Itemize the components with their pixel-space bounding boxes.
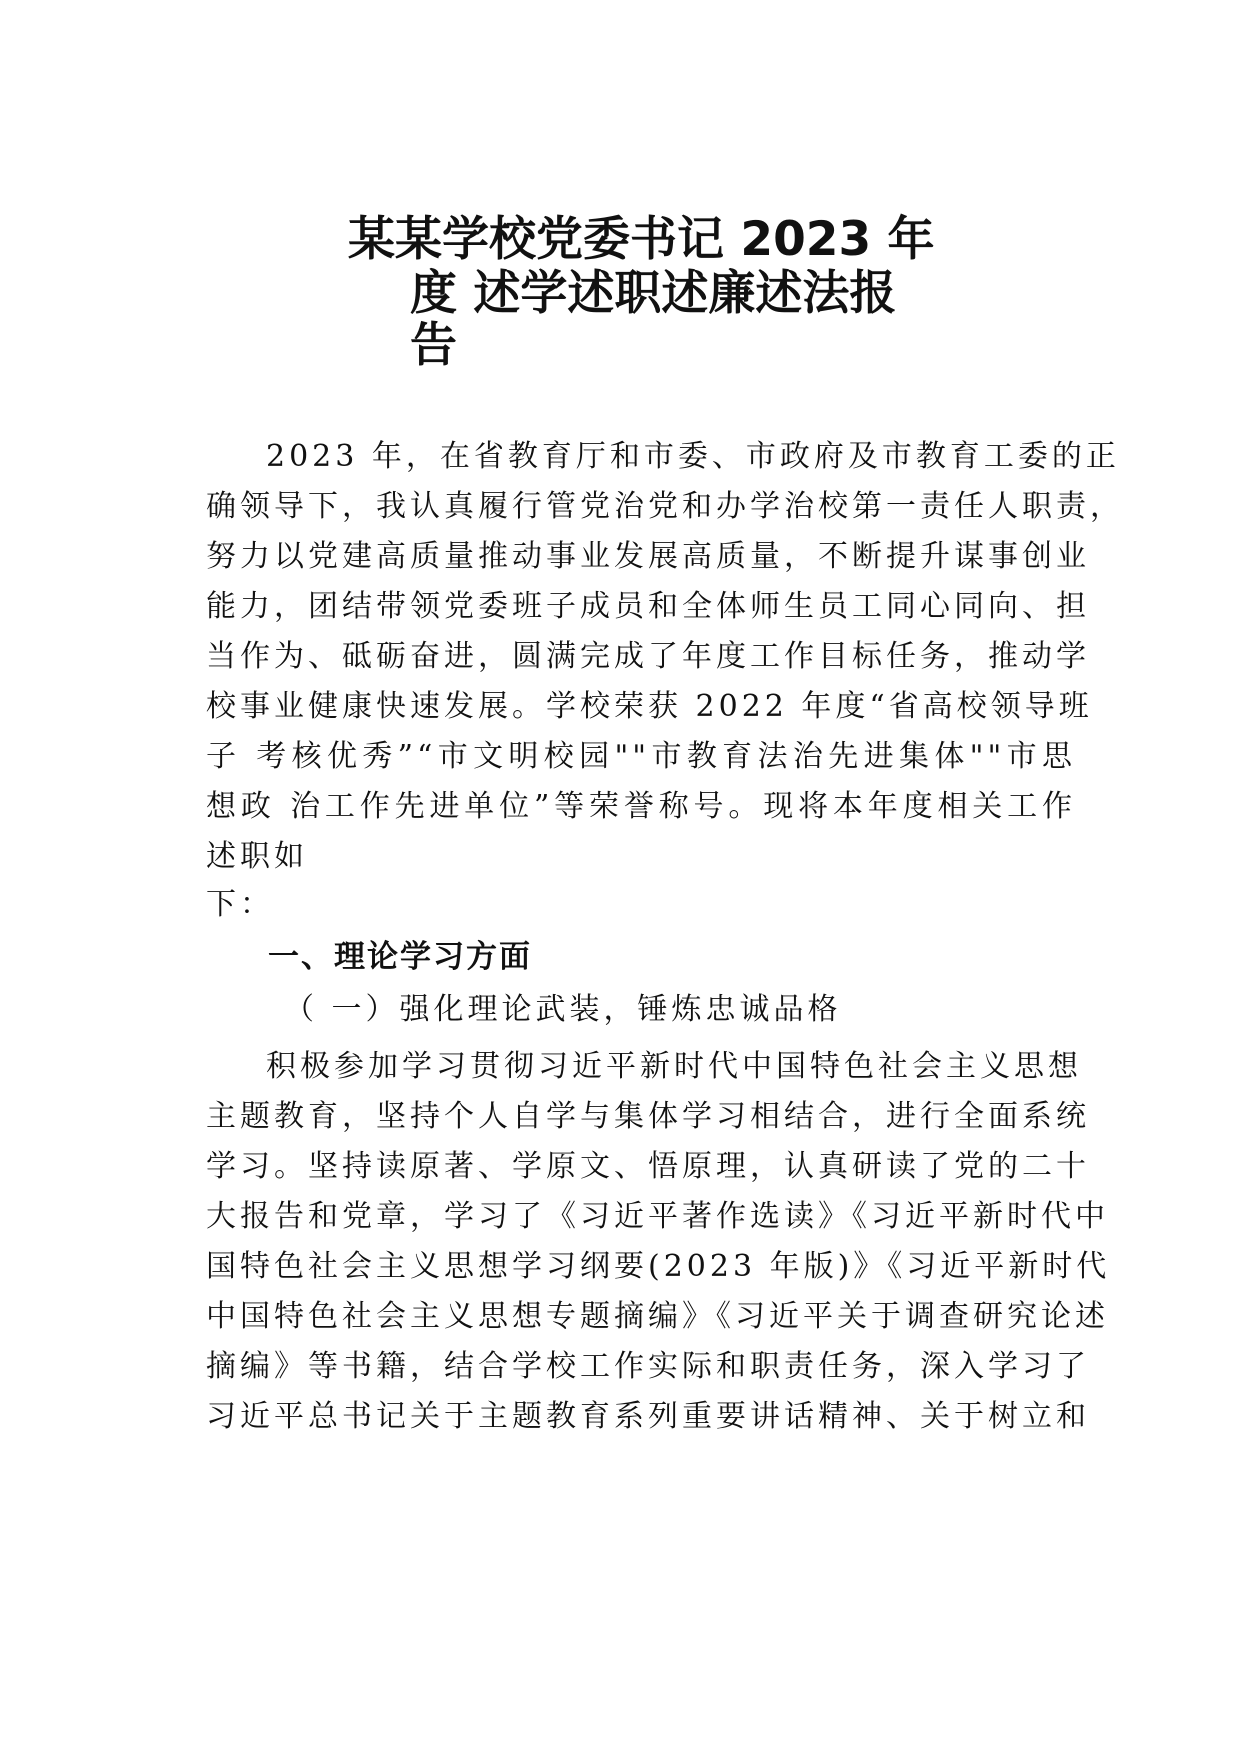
subsection-heading-1: （ 一）强化理论武装，锤炼忠诚品格 xyxy=(284,992,842,1027)
section1-line-8: 习近平总书记关于主题教育系列重要讲话精神、关于树立和 xyxy=(206,1399,1090,1434)
intro-line-2: 确领导下，我认真履行管党治党和办学治校第一责任人职责， xyxy=(206,489,1124,524)
document-title-line-3: 告 xyxy=(410,318,457,373)
section1-line-7: 摘编》等书籍，结合学校工作实际和职责任务，深入学习了 xyxy=(206,1349,1090,1384)
intro-line-10: 下： xyxy=(206,887,274,922)
section1-line-5: 国特色社会主义思想学习纲要(2023 年版)》《习近平新时代 xyxy=(206,1249,1111,1284)
section1-line-2: 主题教育，坚持个人自学与集体学习相结合，进行全面系统 xyxy=(206,1099,1090,1134)
intro-line-6: 校事业健康快速发展。学校荣获 2022 年度“省高校领导班 xyxy=(206,689,1093,724)
intro-line-1: 2023 年，在省教育厅和市委、市政府及市教育工委的正 xyxy=(266,439,1120,474)
intro-line-9: 述职如 xyxy=(206,839,308,874)
document-title-line-1: 某某学校党委书记 2023 年 xyxy=(348,212,935,267)
intro-line-8: 想政 治工作先进单位”等荣誉称号。现将本年度相关工作 xyxy=(206,789,1076,824)
section1-line-4: 大报告和党章，学习了《习近平著作选读》《习近平新时代中 xyxy=(206,1199,1109,1234)
intro-line-4: 能力，团结带领党委班子成员和全体师生员工同心同向、担 xyxy=(206,589,1090,624)
document-title-line-2: 度 述学述职述廉述法报 xyxy=(410,266,897,321)
intro-line-5: 当作为、砥砺奋进，圆满完成了年度工作目标任务，推动学 xyxy=(206,639,1090,674)
section-heading-theory-study: 一、理论学习方面 xyxy=(268,939,532,975)
intro-line-7: 子 考核优秀”“市文明校园""市教育法治先进集体""市思 xyxy=(206,739,1076,774)
intro-line-3: 努力以党建高质量推动事业发展高质量，不断提升谋事创业 xyxy=(206,539,1090,574)
section1-line-3: 学习。坚持读原著、学原文、悟原理，认真研读了党的二十 xyxy=(206,1149,1090,1184)
section1-line-1: 积极参加学习贯彻习近平新时代中国特色社会主义思想 xyxy=(266,1049,1082,1084)
section1-line-6: 中国特色社会主义思想专题摘编》《习近平关于调查研究论述 xyxy=(206,1299,1109,1334)
